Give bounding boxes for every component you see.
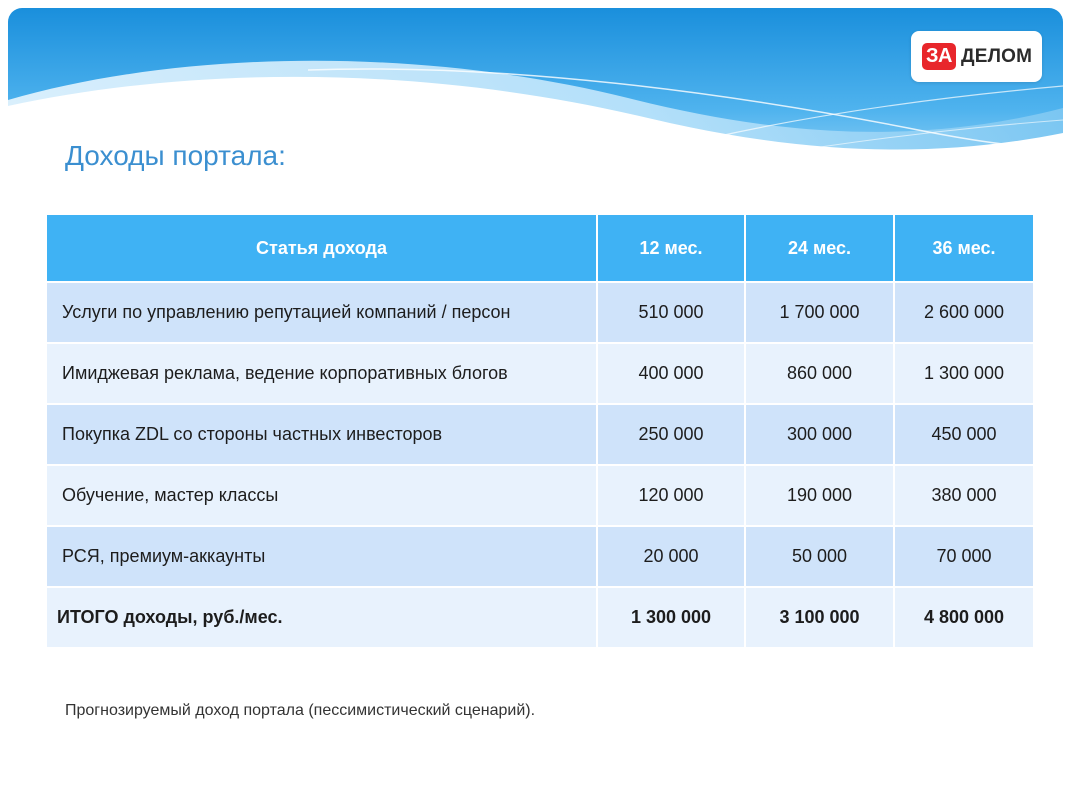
value-36m: 2 600 000: [894, 282, 1034, 343]
value-12m: 400 000: [597, 343, 745, 404]
value-36m: 450 000: [894, 404, 1034, 465]
row-label: Покупка ZDL со стороны частных инвесторов: [46, 404, 597, 465]
brand-name: ДЕЛОМ: [961, 46, 1033, 67]
value-36m: 380 000: [894, 465, 1034, 526]
scenario-caption: Прогнозируемый доход портала (пессимистический сценарий).: [65, 702, 536, 719]
table-row: [46, 526, 1034, 587]
value-12m: 510 000: [597, 282, 745, 343]
table-row: [46, 282, 1034, 343]
total-label: ИТОГО доходы, руб./мес.: [46, 587, 597, 648]
value-36m: 70 000: [894, 526, 1034, 587]
column-header-12m: 12 мес.: [597, 214, 745, 282]
value-12m: 120 000: [597, 465, 745, 526]
row-label: Обучение, мастер классы: [46, 465, 597, 526]
table-row: [46, 343, 1034, 404]
value-24m: 190 000: [745, 465, 894, 526]
row-label: Имиджевая реклама, ведение корпоративных блогов: [46, 343, 597, 404]
row-label: РСЯ, премиум-аккаунты: [46, 526, 597, 587]
table-row: [46, 465, 1034, 526]
income-table: [45, 213, 1035, 649]
value-12m: 250 000: [597, 404, 745, 465]
brand-logo: [911, 31, 1042, 82]
total-36m: 4 800 000: [894, 587, 1034, 648]
column-header-36m: 36 мес.: [894, 214, 1034, 282]
brand-badge: ЗА: [922, 43, 956, 70]
total-12m: 1 300 000: [597, 587, 745, 648]
row-label: Услуги по управлению репутацией компаний / персон: [46, 282, 597, 343]
value-24m: 860 000: [745, 343, 894, 404]
column-header-24m: 24 мес.: [745, 214, 894, 282]
value-24m: 50 000: [745, 526, 894, 587]
value-24m: 300 000: [745, 404, 894, 465]
column-header-item: Статья дохода: [46, 214, 597, 282]
total-row: [46, 587, 1034, 648]
total-24m: 3 100 000: [745, 587, 894, 648]
table-header-row: [46, 214, 1034, 282]
page-title: Доходы портала:: [65, 140, 286, 171]
value-24m: 1 700 000: [745, 282, 894, 343]
table-row: [46, 404, 1034, 465]
value-12m: 20 000: [597, 526, 745, 587]
value-36m: 1 300 000: [894, 343, 1034, 404]
